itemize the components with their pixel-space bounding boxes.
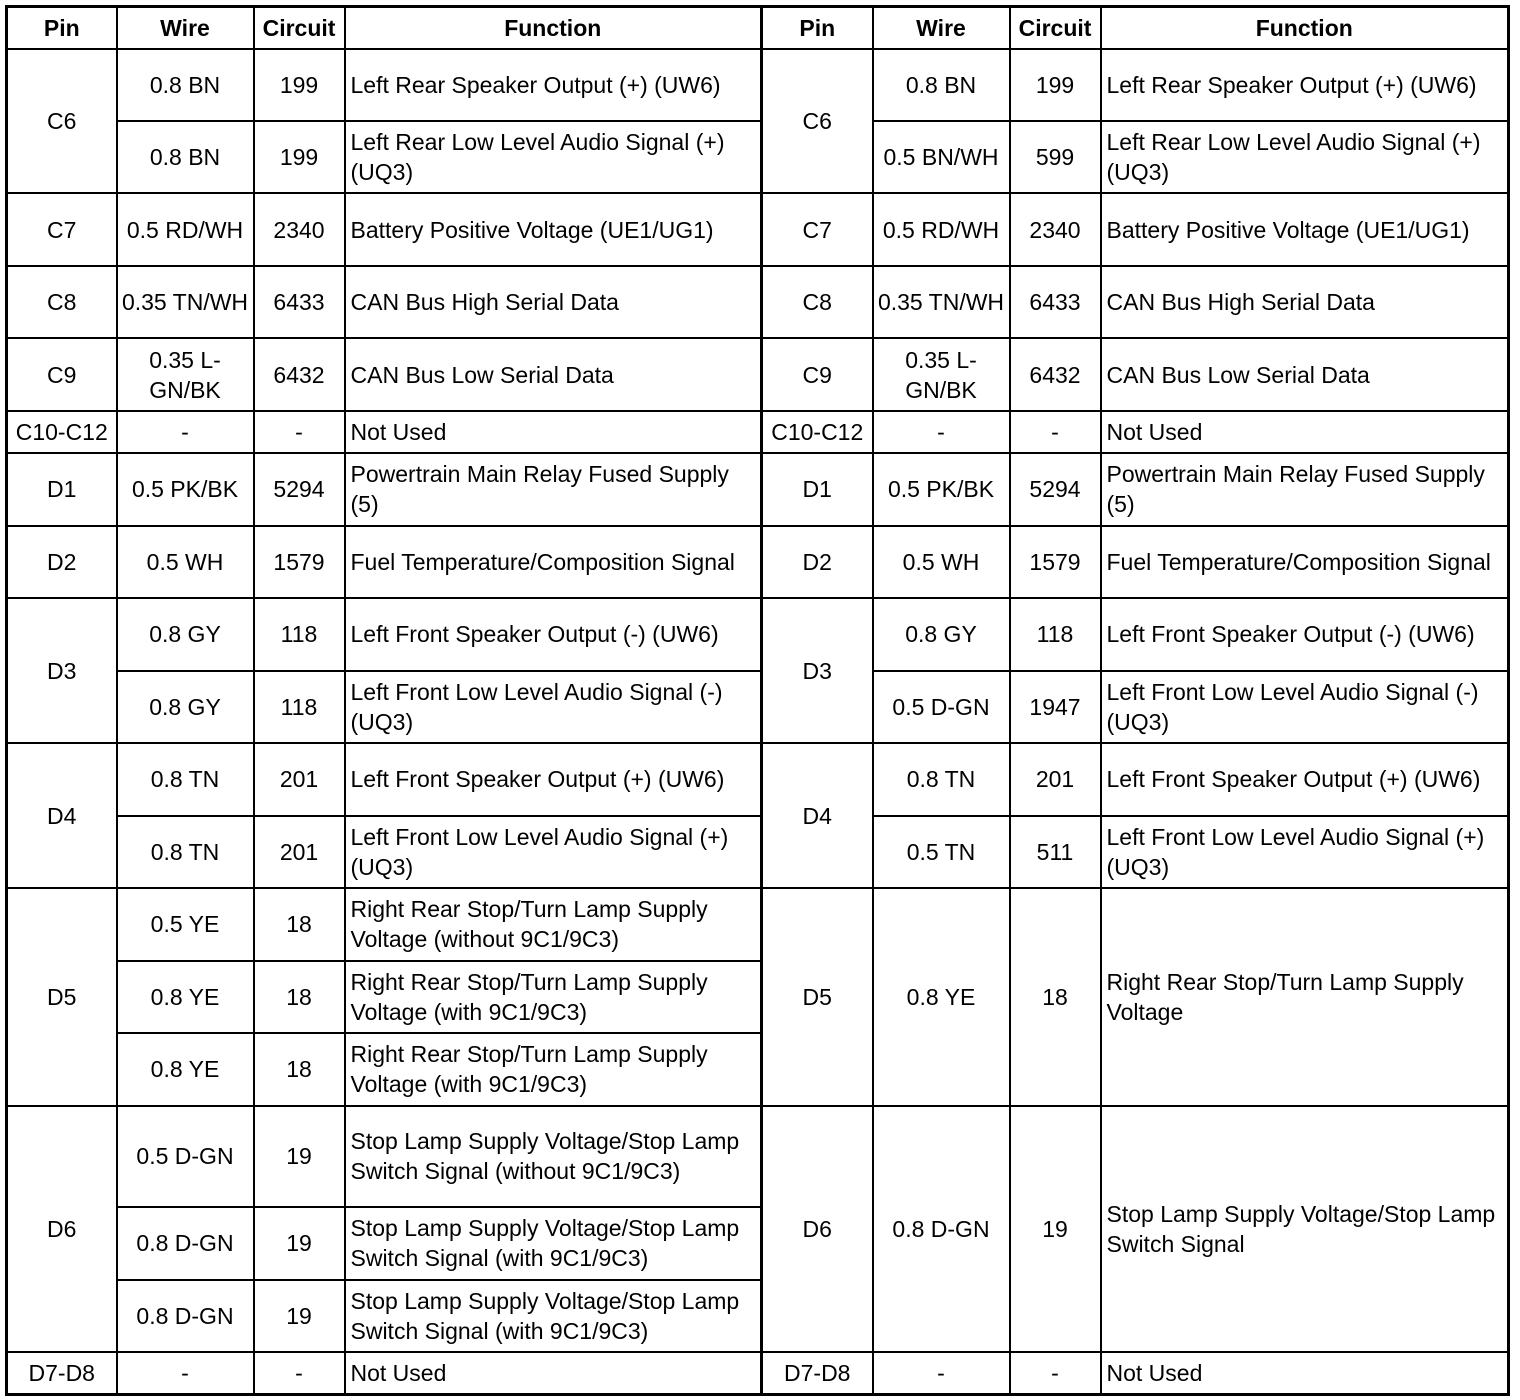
circuit-cell: 1579 [254, 526, 345, 598]
table-row [7, 453, 1509, 525]
circuit-cell: 118 [254, 598, 345, 670]
function-cell: Left Front Low Level Audio Signal (-) (UQ3) [1101, 671, 1509, 743]
function-cell: Stop Lamp Supply Voltage/Stop Lamp Switch Signal (without 9C1/9C3) [345, 1106, 762, 1208]
function-cell: Left Front Low Level Audio Signal (+) (UQ3) [1101, 816, 1509, 888]
function-cell: Stop Lamp Supply Voltage/Stop Lamp Switch Signal (with 9C1/9C3) [345, 1207, 762, 1279]
function-cell: Not Used [345, 411, 762, 453]
function-cell: Right Rear Stop/Turn Lamp Supply Voltage (with 9C1/9C3) [345, 961, 762, 1033]
wire-cell: 0.8 BN [117, 49, 254, 121]
table-row [7, 266, 1509, 338]
header-pin: Pin [762, 7, 873, 49]
function-cell: Stop Lamp Supply Voltage/Stop Lamp Switch Signal [1101, 1106, 1509, 1353]
wire-cell: 0.5 BN/WH [873, 121, 1010, 193]
pin-cell: C6 [762, 49, 873, 194]
wire-cell: 0.8 TN [117, 816, 254, 888]
wire-cell: 0.8 D-GN [117, 1280, 254, 1352]
pin-cell: C8 [762, 266, 873, 338]
pin-cell: D3 [7, 598, 117, 743]
wire-cell: 0.8 BN [117, 121, 254, 193]
pin-cell: D5 [7, 888, 117, 1105]
circuit-cell: 199 [254, 121, 345, 193]
function-cell: Left Front Speaker Output (+) (UW6) [1101, 743, 1509, 815]
function-cell: Battery Positive Voltage (UE1/UG1) [1101, 193, 1509, 265]
pin-cell: D4 [7, 743, 117, 888]
circuit-cell: 18 [254, 961, 345, 1033]
header-function: Function [1101, 7, 1509, 49]
circuit-cell: 18 [1010, 888, 1101, 1105]
pin-cell: D6 [762, 1106, 873, 1353]
circuit-cell: 6433 [1010, 266, 1101, 338]
wire-cell: 0.5 WH [117, 526, 254, 598]
pin-cell: C8 [7, 266, 117, 338]
circuit-cell: - [254, 411, 345, 453]
wire-cell: 0.35 L-GN/BK [117, 338, 254, 410]
wire-cell: 0.8 TN [873, 743, 1010, 815]
pin-cell: D2 [762, 526, 873, 598]
function-cell: Left Rear Low Level Audio Signal (+) (UQ3) [1101, 121, 1509, 193]
pin-cell: C10-C12 [7, 411, 117, 453]
function-cell: Not Used [345, 1352, 762, 1394]
circuit-cell: 2340 [254, 193, 345, 265]
function-cell: Left Front Low Level Audio Signal (-) (UQ3) [345, 671, 762, 743]
pin-cell: D6 [7, 1106, 117, 1353]
pin-cell: C6 [7, 49, 117, 194]
wire-cell: 0.5 PK/BK [873, 453, 1010, 525]
wire-cell: 0.5 WH [873, 526, 1010, 598]
circuit-cell: 5294 [254, 453, 345, 525]
table-row [7, 1106, 1509, 1208]
wire-cell: 0.5 TN [873, 816, 1010, 888]
pin-cell: D1 [7, 453, 117, 525]
wire-cell: 0.8 YE [117, 1033, 254, 1105]
wire-cell: 0.5 RD/WH [117, 193, 254, 265]
table-row [7, 526, 1509, 598]
wire-cell: 0.8 TN [117, 743, 254, 815]
pin-cell: D2 [7, 526, 117, 598]
function-cell: Fuel Temperature/Composition Signal [345, 526, 762, 598]
function-cell: Battery Positive Voltage (UE1/UG1) [345, 193, 762, 265]
circuit-cell: 201 [254, 743, 345, 815]
function-cell: CAN Bus Low Serial Data [1101, 338, 1509, 410]
circuit-cell: 6432 [254, 338, 345, 410]
circuit-cell: 1579 [1010, 526, 1101, 598]
table-row [7, 671, 1509, 743]
wire-cell: 0.8 GY [873, 598, 1010, 670]
function-cell: Left Front Speaker Output (-) (UW6) [1101, 598, 1509, 670]
function-cell: Left Rear Speaker Output (+) (UW6) [345, 49, 762, 121]
function-cell: CAN Bus Low Serial Data [345, 338, 762, 410]
pin-cell: D7-D8 [7, 1352, 117, 1394]
table-row [7, 598, 1509, 670]
table-row [7, 1352, 1509, 1394]
wire-cell: 0.8 GY [117, 671, 254, 743]
circuit-cell: 19 [1010, 1106, 1101, 1353]
function-cell: Left Front Low Level Audio Signal (+) (UQ3) [345, 816, 762, 888]
table-row [7, 121, 1509, 193]
circuit-cell: 599 [1010, 121, 1101, 193]
header-wire: Wire [873, 7, 1010, 49]
table-row [7, 888, 1509, 960]
function-cell: Powertrain Main Relay Fused Supply (5) [1101, 453, 1509, 525]
header-circuit: Circuit [1010, 7, 1101, 49]
wire-cell: 0.8 D-GN [117, 1207, 254, 1279]
pin-cell: C9 [762, 338, 873, 410]
function-cell: Not Used [1101, 411, 1509, 453]
wire-cell: 0.8 D-GN [873, 1106, 1010, 1353]
wire-cell: 0.8 GY [117, 598, 254, 670]
table-row [7, 193, 1509, 265]
table-row [7, 743, 1509, 815]
header-pin: Pin [7, 7, 117, 49]
wire-cell: 0.8 BN [873, 49, 1010, 121]
pin-cell: C7 [762, 193, 873, 265]
function-cell: Fuel Temperature/Composition Signal [1101, 526, 1509, 598]
wire-cell: 0.35 TN/WH [117, 266, 254, 338]
function-cell: Left Front Speaker Output (-) (UW6) [345, 598, 762, 670]
wire-cell: 0.5 PK/BK [117, 453, 254, 525]
circuit-cell: 5294 [1010, 453, 1101, 525]
function-cell: Powertrain Main Relay Fused Supply (5) [345, 453, 762, 525]
wire-cell: - [117, 411, 254, 453]
pin-cell: C10-C12 [762, 411, 873, 453]
circuit-cell: - [1010, 1352, 1101, 1394]
function-cell: Right Rear Stop/Turn Lamp Supply Voltage (without 9C1/9C3) [345, 888, 762, 960]
pin-cell: D5 [762, 888, 873, 1105]
circuit-cell: 199 [1010, 49, 1101, 121]
wire-cell: 0.35 L-GN/BK [873, 338, 1010, 410]
function-cell: CAN Bus High Serial Data [1101, 266, 1509, 338]
circuit-cell: 18 [254, 888, 345, 960]
circuit-cell: 19 [254, 1207, 345, 1279]
function-cell: Left Front Speaker Output (+) (UW6) [345, 743, 762, 815]
pin-cell: C9 [7, 338, 117, 410]
connector-pinout-table [5, 5, 1510, 1396]
circuit-cell: 1947 [1010, 671, 1101, 743]
table-row [7, 816, 1509, 888]
circuit-cell: 201 [254, 816, 345, 888]
pin-cell: D7-D8 [762, 1352, 873, 1394]
table-row [7, 338, 1509, 410]
function-cell: Not Used [1101, 1352, 1509, 1394]
circuit-cell: 6432 [1010, 338, 1101, 410]
circuit-cell: 6433 [254, 266, 345, 338]
header-circuit: Circuit [254, 7, 345, 49]
wire-cell: 0.8 YE [873, 888, 1010, 1105]
circuit-cell: 201 [1010, 743, 1101, 815]
wire-cell: 0.5 YE [117, 888, 254, 960]
table-row [7, 411, 1509, 453]
circuit-cell: 118 [1010, 598, 1101, 670]
circuit-cell: - [254, 1352, 345, 1394]
circuit-cell: 18 [254, 1033, 345, 1105]
circuit-cell: - [1010, 411, 1101, 453]
wire-cell: 0.5 RD/WH [873, 193, 1010, 265]
wire-cell: - [117, 1352, 254, 1394]
function-cell: CAN Bus High Serial Data [345, 266, 762, 338]
table-row [7, 49, 1509, 121]
pin-cell: D1 [762, 453, 873, 525]
wire-cell: 0.5 D-GN [873, 671, 1010, 743]
circuit-cell: 511 [1010, 816, 1101, 888]
header-function: Function [345, 7, 762, 49]
circuit-cell: 199 [254, 49, 345, 121]
wire-cell: 0.8 YE [117, 961, 254, 1033]
function-cell: Left Rear Speaker Output (+) (UW6) [1101, 49, 1509, 121]
circuit-cell: 2340 [1010, 193, 1101, 265]
circuit-cell: 118 [254, 671, 345, 743]
wire-cell: 0.35 TN/WH [873, 266, 1010, 338]
circuit-cell: 19 [254, 1280, 345, 1352]
pin-cell: D3 [762, 598, 873, 743]
circuit-cell: 19 [254, 1106, 345, 1208]
wire-cell: - [873, 411, 1010, 453]
wire-cell: - [873, 1352, 1010, 1394]
function-cell: Right Rear Stop/Turn Lamp Supply Voltage (with 9C1/9C3) [345, 1033, 762, 1105]
header-wire: Wire [117, 7, 254, 49]
function-cell: Stop Lamp Supply Voltage/Stop Lamp Switch Signal (with 9C1/9C3) [345, 1280, 762, 1352]
wire-cell: 0.5 D-GN [117, 1106, 254, 1208]
header-row [7, 7, 1509, 49]
function-cell: Right Rear Stop/Turn Lamp Supply Voltage [1101, 888, 1509, 1105]
function-cell: Left Rear Low Level Audio Signal (+) (UQ3) [345, 121, 762, 193]
pin-cell: D4 [762, 743, 873, 888]
pin-cell: C7 [7, 193, 117, 265]
